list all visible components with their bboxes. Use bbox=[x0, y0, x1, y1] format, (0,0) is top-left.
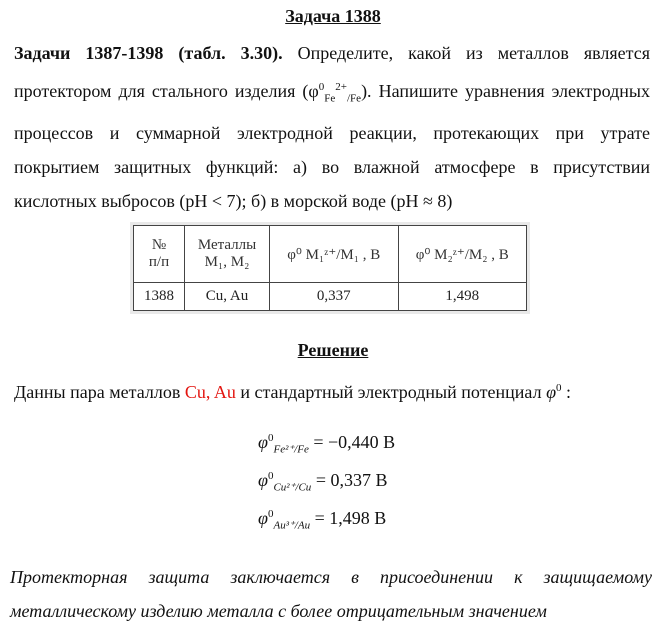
eq-value: = 1,498 В bbox=[314, 508, 387, 528]
cell-num: 1388 bbox=[134, 283, 185, 311]
phi-sup: 0 bbox=[318, 81, 325, 93]
eq-value: = −0,440 В bbox=[313, 432, 396, 452]
eq-sup: 0 bbox=[267, 432, 274, 444]
equation-cu bbox=[258, 470, 387, 494]
header-phi2: φ⁰ M₂ᶻ⁺/M₂ , В bbox=[398, 226, 527, 283]
task-text-2: ). Напишите уравнения электродных процессов и суммарной электродной реакции, протекающих при утрате покрытием защитных функций: а) во влажной атмосфере в присутствии кислотных выбросов (pH < 7); б) в морской воде (pH ≈ 8) bbox=[14, 81, 650, 211]
eq-phi: φ bbox=[258, 508, 268, 528]
given-metals: Cu, Au bbox=[184, 382, 236, 402]
header-metals-line1: Металлы bbox=[197, 237, 257, 253]
given-post: и стандартный электродный потенциал bbox=[235, 382, 547, 402]
equation-fe bbox=[258, 432, 395, 456]
data-table-frame bbox=[130, 222, 530, 314]
eq-phi: φ bbox=[258, 470, 268, 490]
table-header-row bbox=[134, 226, 527, 283]
header-num-line1: № bbox=[151, 237, 167, 253]
given-colon: : bbox=[561, 382, 572, 402]
phi-sub-2: /Fe bbox=[347, 92, 362, 105]
header-metals bbox=[185, 226, 270, 283]
phi-sub: Fe bbox=[324, 92, 336, 105]
given-line bbox=[14, 382, 571, 403]
eq-sub: Cu²⁺/Cu bbox=[273, 481, 312, 494]
eq-sub: Au³⁺/Au bbox=[273, 519, 311, 532]
task-text-1: Определите, какой из металлов является протектором для стального изделия (φ bbox=[14, 43, 650, 101]
header-num-line2: п/п bbox=[148, 254, 170, 270]
cell-metals: Cu, Au bbox=[185, 283, 270, 311]
header-phi1: φ⁰ M₁ᶻ⁺/M₁ , В bbox=[270, 226, 399, 283]
eq-value: = 0,337 В bbox=[315, 470, 388, 490]
eq-phi: φ bbox=[258, 432, 268, 452]
header-num bbox=[134, 226, 185, 283]
task-title: Задача 1388 bbox=[285, 6, 381, 26]
equation-au bbox=[258, 508, 386, 532]
table-row bbox=[134, 283, 527, 311]
solution-title: Решение bbox=[297, 340, 369, 360]
eq-sup: 0 bbox=[267, 508, 274, 520]
eq-sup: 0 bbox=[267, 470, 274, 482]
phi-sup-2: 2+ bbox=[335, 81, 347, 93]
given-phi-sup: 0 bbox=[556, 382, 562, 394]
task-statement bbox=[14, 36, 650, 218]
header-metals-line2: M₁, M₂ bbox=[204, 254, 250, 270]
task-bold-prefix: Задачи 1387-1398 (табл. 3.30). bbox=[14, 43, 283, 63]
cell-phi2: 1,498 bbox=[398, 283, 527, 311]
eq-sub: Fe²⁺/Fe bbox=[273, 443, 309, 456]
closing-paragraph: Протекторная защита заключается в присоединении к защищаемому металлическому изделию металла с более отрицательным значением bbox=[10, 567, 652, 621]
cell-phi1: 0,337 bbox=[270, 283, 399, 311]
given-phi: φ bbox=[546, 382, 557, 402]
given-pre: Данны пара металлов bbox=[14, 382, 185, 402]
data-table bbox=[133, 225, 527, 311]
